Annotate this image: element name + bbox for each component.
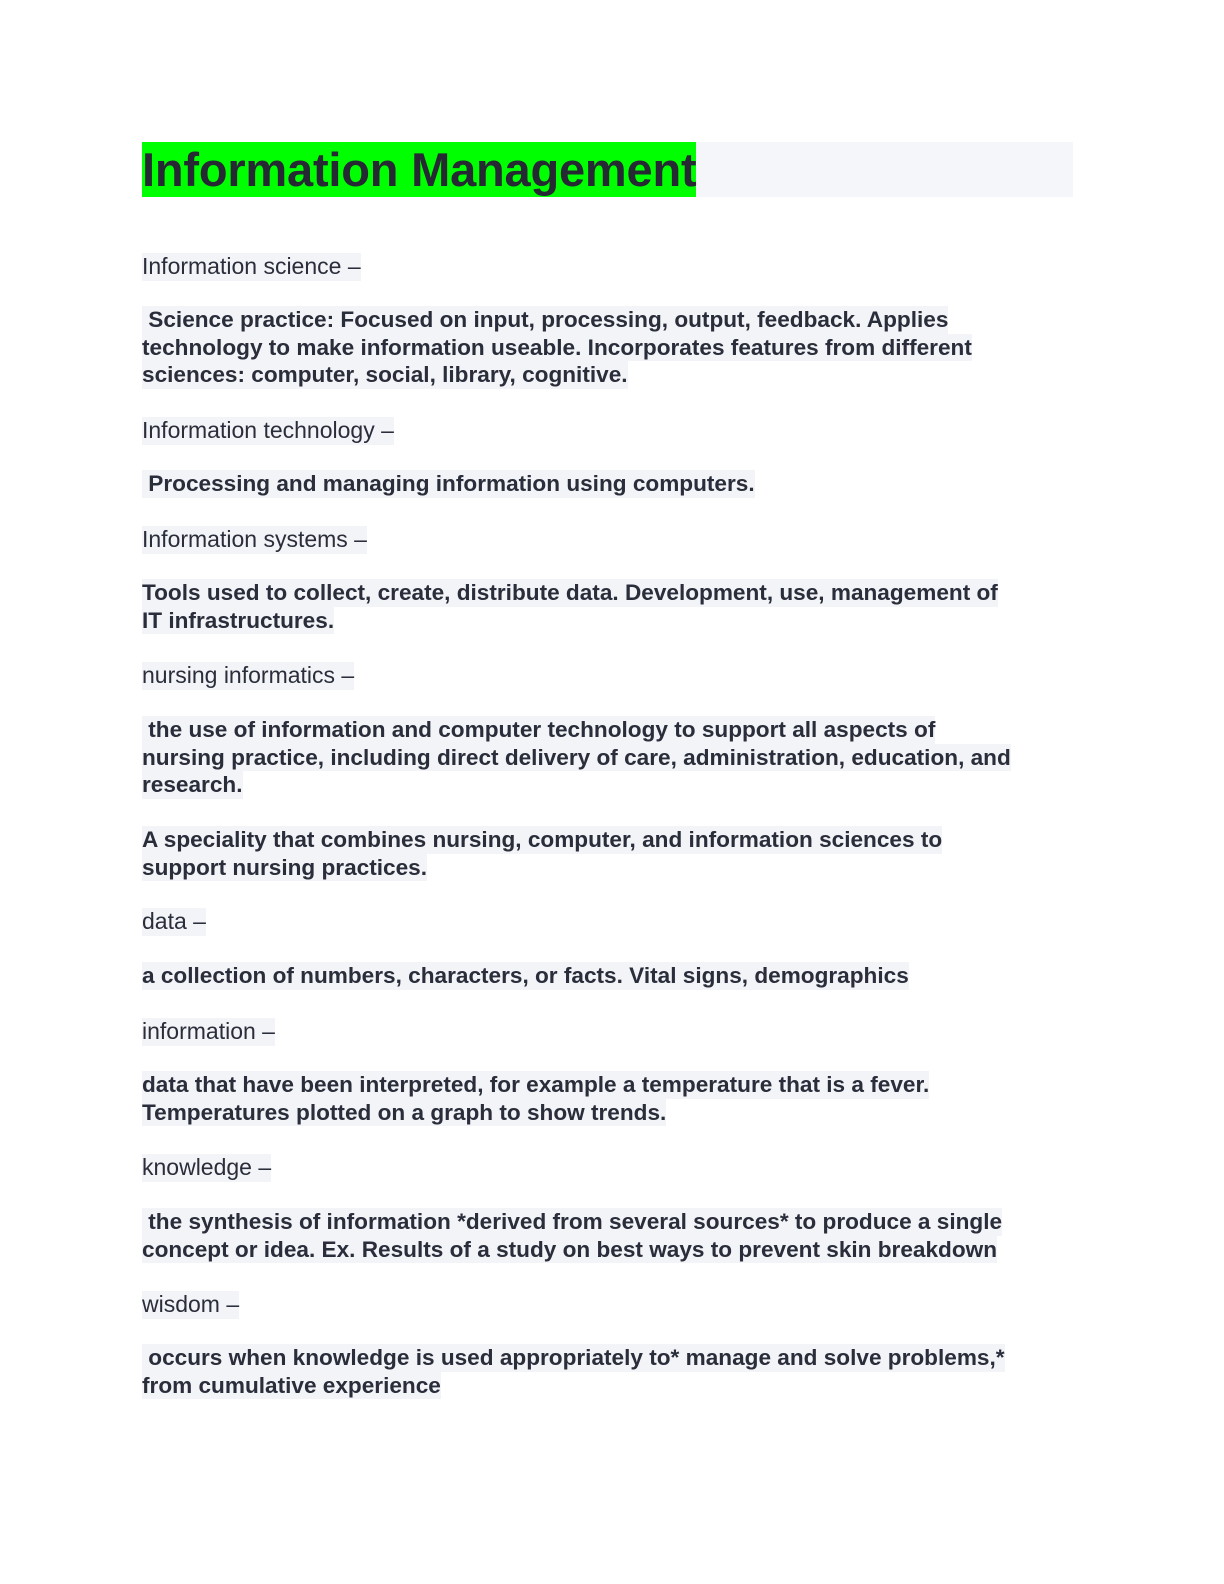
definition-nursing-informatics-2: A speciality that combines nursing, computer, and information sciences to support nursing practices.: [142, 827, 943, 880]
definition-knowledge: the synthesis of information *derived from several sources* to produce a single concept or idea. Ex. Results of a study on best ways to prevent skin breakdown: [142, 1209, 1003, 1262]
term-nursing-informatics: nursing informatics –: [142, 662, 355, 688]
term-data: data –: [142, 908, 206, 934]
term-information: information –: [142, 1018, 275, 1044]
definition-wisdom: occurs when knowledge is used appropriately to* manage and solve problems,* from cumulative experience: [142, 1345, 1005, 1398]
definition-information-technology: Processing and managing information using computers.: [142, 471, 755, 496]
definition-information: data that have been interpreted, for example a temperature that is a fever. Temperatures plotted on a graph to show trends.: [142, 1072, 930, 1125]
definition-nursing-informatics-1: the use of information and computer technology to support all aspects of nursing practice, including direct delivery of care, administration, education, and research.: [142, 717, 1011, 797]
definition-information-science: Science practice: Focused on input, processing, output, feedback. Applies technology to make information useable. Incorporates features from different sciences: computer, social, library, cognitive.: [142, 307, 972, 387]
definition-data: a collection of numbers, characters, or facts. Vital signs, demographics: [142, 963, 909, 988]
term-information-technology: Information technology –: [142, 417, 394, 443]
term-information-systems: Information systems –: [142, 526, 367, 552]
term-information-science: Information science –: [142, 253, 361, 279]
definition-information-systems: Tools used to collect, create, distribute data. Development, use, management of IT infrastructures.: [142, 580, 998, 633]
page-title: Information Management: [142, 143, 697, 196]
term-wisdom: wisdom –: [142, 1291, 240, 1317]
term-knowledge: knowledge –: [142, 1154, 272, 1180]
